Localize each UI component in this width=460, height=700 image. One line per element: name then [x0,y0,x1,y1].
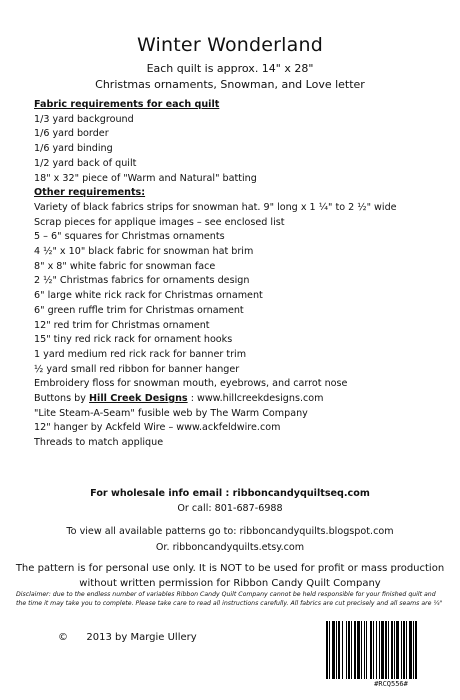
barcode-number: #RCQ556# [374,680,408,688]
other-item: 8" x 8" white fabric for snowman face [34,260,216,272]
fabric-item: 1/6 yard binding [34,143,113,155]
wholesale-email-line: For wholesale info email : ribboncandyquiltseq.com [90,488,370,499]
buttons-line [34,392,434,407]
fabric-item: 18" x 32" piece of "Warm and Natural" batting [34,172,257,184]
other-item: ½ yard small red ribbon for banner hanger [34,363,240,375]
other-item: 1 yard medium red rick rack for banner trim [34,348,247,360]
copyright-icon: © [58,632,68,643]
barcode-icon [325,621,457,679]
designs-line: Christmas ornaments, Snowman, and Love letter [95,78,365,91]
hanger-line: 12" hanger by Ackfeld Wire – www.ackfeldwire.com [34,422,281,434]
buttons-url: : www.hillcreekdesigns.com [187,393,324,405]
personal-use-notice-2: without written permission for Ribbon Candy Quilt Company [79,578,381,589]
quilt-size-line: Each quilt is approx. 14" x 28" [146,62,314,75]
blog-link-line[interactable]: To view all available patterns go to: ribboncandyquilts.blogspot.com [66,526,394,537]
other-requirements-heading: Other requirements: [34,187,146,199]
barcode [325,621,457,689]
other-item: 4 ½" x 10" black fabric for snowman hat brim [34,246,254,258]
other-item: Scrap pieces for applique images – see enclosed list [34,216,285,228]
requirements-list [34,98,434,451]
other-item: 12" red trim for Christmas ornament [34,319,210,331]
other-item: Embroidery floss for snowman mouth, eyebrows, and carrot nose [34,378,348,390]
other-item: 15" tiny red rick rack for ornament hooks [34,334,233,346]
personal-use-notice-1: The pattern is for personal use only. It is NOT to be used for profit or mass production [15,563,445,574]
fabric-requirements-heading: Fabric requirements for each quilt [34,99,220,110]
phone-line: Or call: 801-687-6988 [177,503,283,514]
steam-a-seam-line: "Lite Steam-A-Seam" fusible web by The Warm Company [34,407,308,419]
other-item: 6" large white rick rack for Christmas ornament [34,290,263,302]
pattern-title: Winter Wonderland [136,34,323,56]
etsy-link-line[interactable]: Or. ribboncandyquilts.etsy.com [155,542,305,553]
threads-line: Threads to match applique [34,437,164,449]
fabric-item: 1/3 yard background [34,113,134,125]
other-item: 5 – 6" squares for Christmas ornaments [34,231,225,243]
buttons-prefix: Buttons by [34,393,90,405]
fabric-item: 1/6 yard border [34,128,109,140]
copyright-line [58,632,197,643]
fabric-item: 1/2 yard back of quilt [34,157,137,169]
other-item: 2 ½" Christmas fabrics for ornaments design [34,275,250,287]
other-item: 6" green ruffle trim for Christmas ornament [34,304,244,316]
other-item: Variety of black fabrics strips for snowman hat. 9" long x 1 ¼" to 2 ½" wide [34,201,397,213]
disclaimer-text: Disclaimer: due to the endless number of variables Ribbon Candy Quilt Company cannot be held responsible for your finished quilt and the time it may take you to complete. Please take care to read all instructions carefully. All fabrics are cut precisely and all seams are ¼" [16,591,443,607]
copyright-text: 2013 by Margie Ullery [86,632,197,643]
hill-creek-link[interactable]: Hill Creek Designs [89,393,188,405]
